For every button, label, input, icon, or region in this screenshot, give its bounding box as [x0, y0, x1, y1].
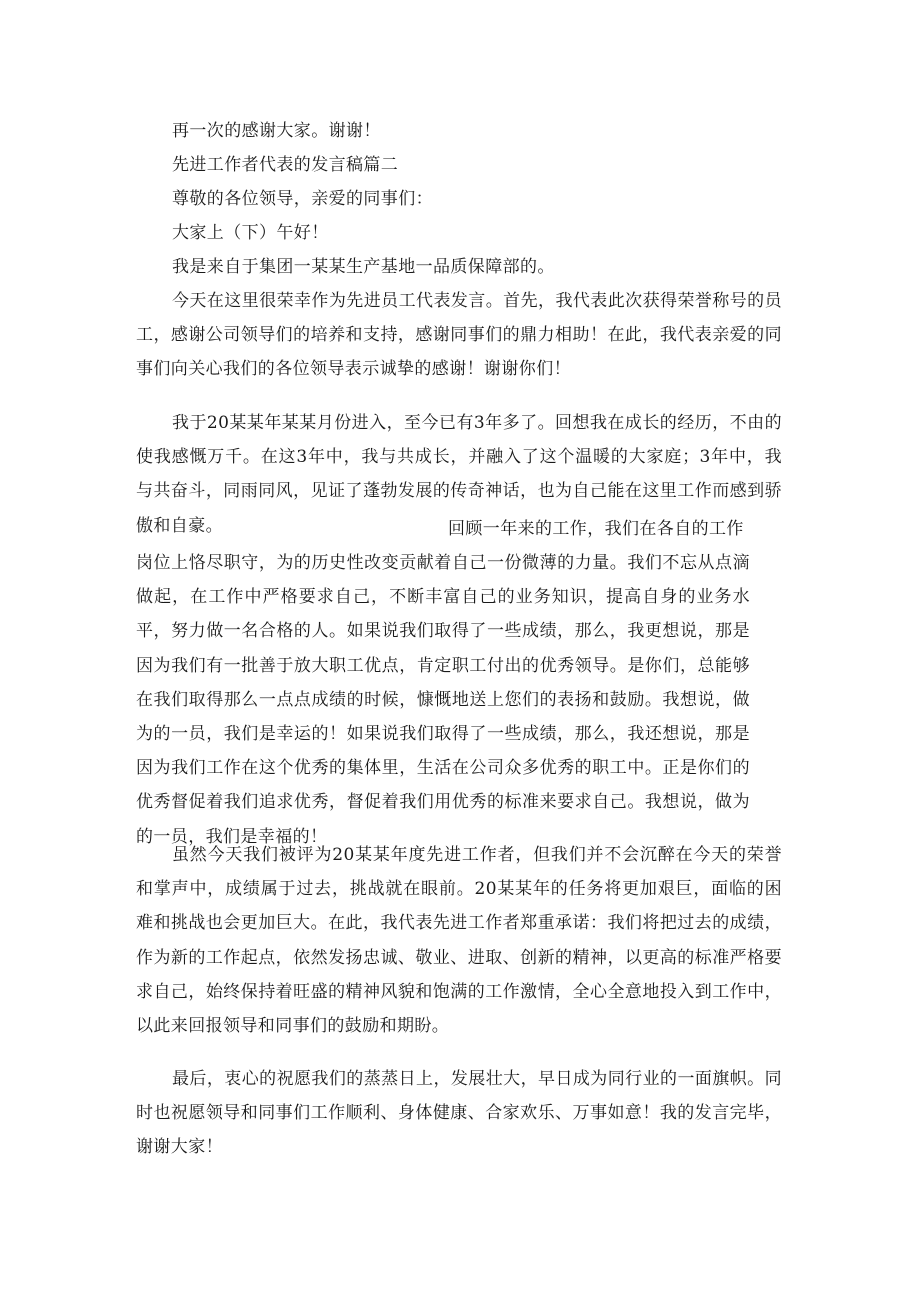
paragraph-closing-thanks: 再一次的感谢大家。谢谢！ — [172, 121, 381, 141]
salutation: 尊敬的各位领导，亲爱的同事们： — [172, 189, 433, 209]
paragraph-introduction: 我是来自于集团一某某生产基地一品质保障部的。 — [172, 257, 555, 277]
paragraph-thanks: 今天在这里很荣幸作为先进员工代表发言。首先，我代表此次获得荣誉称号的员工，感谢公司领导们的培养和支持，感谢同事们的鼎力相助！在此，我代表亲爱的同事们向关心我们的各位领导表示诚挚的感谢！谢谢你们！ — [136, 291, 782, 380]
paragraph-commitment: 虽然今天我们被评为20某某年度先进工作者，但我们并不会沉醉在今天的荣誉和掌声中，成绩属于过去，挑战就在眼前。20某某年的任务将更加艰巨，面临的困难和挑战也会更加巨大。在此，我代表先进工作者郑重承诺：我们将把过去的成绩，作为新的工作起点，依然发扬忠诚、敬业、进取、创新的精神，以更高的标准严格要求自己，始终保持着旺盛的精神风貌和饱满的工作激情，全心全意地投入到工作中，以此来回报领导和同事们的鼓励和期盼。 — [136, 845, 782, 1037]
paragraph-wishes: 最后，衷心的祝愿我们的蒸蒸日上，发展壮大，早日成为同行业的一面旗帜。同时也祝愿领导和同事们工作顺利、身体健康、合家欢乐、万事如意！我的发言完毕，谢谢大家！ — [136, 1069, 782, 1158]
greeting: 大家上（下）午好！ — [172, 223, 329, 243]
section-title: 先进工作者代表的发言稿篇二 — [172, 155, 399, 175]
paragraph-review-start: 回顾一年来的工作，我们在各自的工作 — [448, 519, 744, 539]
paragraph-experience: 我于20某某年某某月份进入，至今已有3年多了。回想我在成长的经历，不由的使我感慨万千。在这3年中，我与共成长，并融入了这个温暖的大家庭；3年中，我与共奋斗，同雨同风，见证了蓬勃发展的传奇神话，也为自己能在这里工作而感到骄傲和自豪。 — [136, 413, 782, 536]
paragraph-review: 岗位上恪尽职守，为的历史性改变贡献着自己一份微薄的力量。我们不忘从点滴做起，在工作中严格要求自己，不断丰富自己的业务知识，提高自身的业务水平，努力做一名合格的人。如果说我们取得了一些成绩，那么，我更想说，那是因为我们有一批善于放大职工优点，肯定职工付出的优秀领导。是你们，总能够在我们取得那么一点点成绩的时候，慷慨地送上您们的表扬和鼓励。我想说，做为的一员，我们是幸运的！如果说我们取得了一些成绩，那么，我还想说，那是因为我们工作在这个优秀的集体里，生活在公司众多优秀的职工中。正是你们的优秀督促着我们追求优秀，督促着我们用优秀的标准来要求自己。我想说，做为的一员，我们是幸福的！ — [136, 553, 750, 847]
